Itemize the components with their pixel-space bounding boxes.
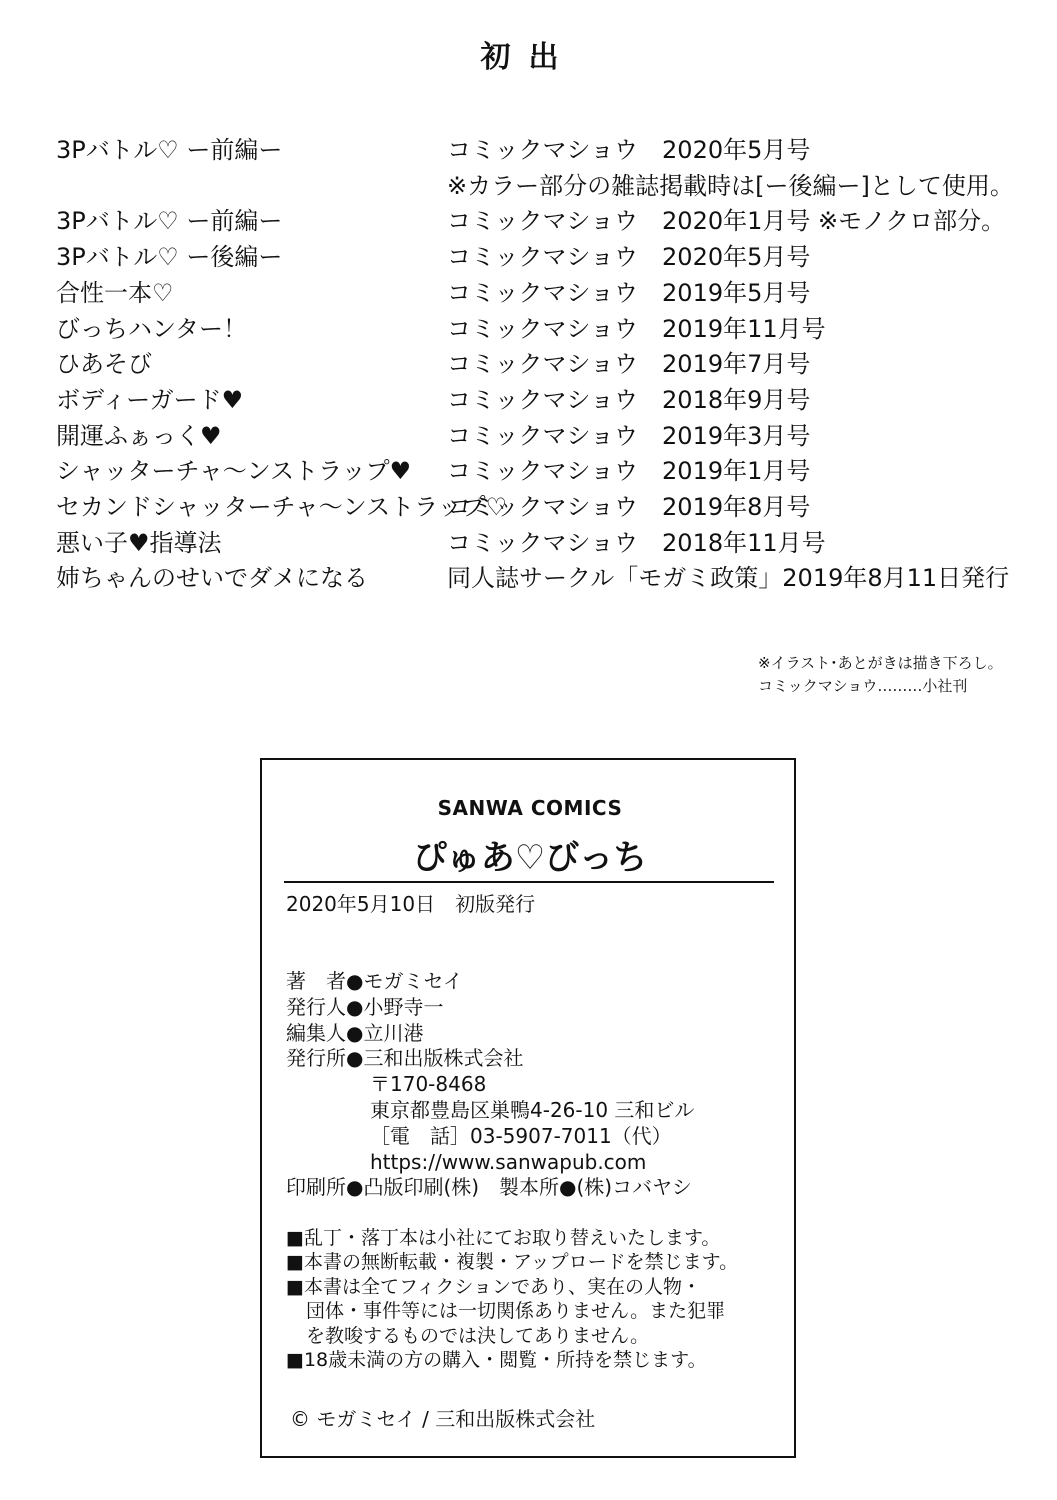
source-row <box>0 168 1057 204</box>
source-row <box>0 311 1057 347</box>
credit-line: https://www.sanwapub.com <box>370 1149 647 1174</box>
credit-line: 編集人●立川港 <box>286 1020 424 1045</box>
publication-info: コミックマショウ 2020年1月号 ※モノクロ部分。 <box>447 207 1006 236</box>
work-title: 悪い子♥指導法 <box>56 528 222 557</box>
notice-line: を教唆するものでは決してありません。 <box>306 1324 650 1347</box>
notice-line: ■乱丁・落丁本は小社にてお取り替えいたします。 <box>286 1227 721 1249</box>
notes <box>758 652 1003 698</box>
source-row <box>0 203 1057 239</box>
book-title: ぴゅあ♡びっち <box>412 838 648 878</box>
notice-line: ■18歳未満の方の購入・閲覧・所持を禁じます。 <box>286 1349 707 1371</box>
publication-info: コミックマショウ 2019年3月号 <box>447 421 811 450</box>
work-title: シャッターチャ〜ンストラップ♥ <box>56 457 412 486</box>
publication-info: コミックマショウ 2019年8月号 <box>447 493 811 521</box>
work-title: ひあそび <box>56 350 152 379</box>
work-title: 合性一本♡ <box>56 278 174 307</box>
work-title: 3Pバトル♡ ー後編ー <box>56 243 283 272</box>
work-title: 3Pバトル♡ ー前編ー <box>56 136 283 164</box>
work-title: 姉ちゃんのせいでダメになる <box>56 564 368 593</box>
publication-info: ※カラー部分の雑誌掲載時は[ー後編ー]として使用。 <box>447 171 1014 200</box>
publication-info: コミックマショウ 2019年11月号 <box>447 314 826 343</box>
notice-line: 団体・事件等には一切関係ありません。また犯罪 <box>306 1300 726 1323</box>
source-row <box>0 418 1057 454</box>
publication-info: コミックマショウ 2020年5月号 <box>447 243 811 272</box>
credit-line: 発行所●三和出版株式会社 <box>286 1046 524 1071</box>
edition-date: 2020年5月10日 初版発行 <box>286 892 536 916</box>
source-row <box>0 560 1057 596</box>
publication-info: 同人誌サークル「モガミ政策」2019年8月11日発行 <box>447 564 1010 593</box>
publication-info: コミックマショウ 2018年11月号 <box>447 528 826 557</box>
colophon-box <box>260 758 796 1458</box>
notice-line: ■本書は全てフィクションであり、実在の人物・ <box>286 1275 702 1298</box>
source-row <box>0 382 1057 418</box>
publication-info: コミックマショウ 2018年9月号 <box>447 385 811 414</box>
copyright-line: © モガミセイ / 三和出版株式会社 <box>290 1407 596 1431</box>
publication-info: コミックマショウ 2019年5月号 <box>447 278 811 307</box>
work-title: 3Pバトル♡ ー前編ー <box>56 207 283 236</box>
credit-line: 著 者●モガミセイ <box>286 969 463 993</box>
work-title: セカンドシャッターチャ〜ンストラップ♡ <box>56 493 508 521</box>
credit-line: 発行人●小野寺一 <box>286 994 444 1019</box>
source-row <box>0 239 1057 275</box>
credit-line: 印刷所●凸版印刷(株) 製本所●(株)コバヤシ <box>286 1175 692 1200</box>
source-row <box>0 489 1057 525</box>
credit-line: 〒170-8468 <box>370 1072 487 1097</box>
publication-info: コミックマショウ 2020年5月号 <box>447 136 811 164</box>
publication-info: コミックマショウ 2019年7月号 <box>447 350 811 379</box>
title-divider <box>284 881 774 883</box>
credit-line: 東京都豊島区巣鴨4-26-10 三和ビル <box>370 1098 695 1122</box>
imprint-label: SANWA COMICS <box>437 796 623 820</box>
work-title: ボディーガード♥ <box>56 385 244 414</box>
source-row <box>0 525 1057 561</box>
source-row <box>0 453 1057 489</box>
source-row <box>0 275 1057 311</box>
note-line: コミックマショウ………小社刊 <box>758 677 968 695</box>
notice-line: ■本書の無断転載・複製・アップロードを禁じます。 <box>286 1251 739 1274</box>
note-line: ※イラスト･あとがきは描き下ろし。 <box>758 654 1003 672</box>
work-title: 開運ふぁっく♥ <box>56 421 222 450</box>
publication-info: コミックマショウ 2019年1月号 <box>447 457 811 486</box>
credit-line: ［電 話］03-5907-7011（代） <box>370 1123 672 1148</box>
page-title: 初出 <box>480 40 577 75</box>
source-row <box>0 132 1057 168</box>
source-row <box>0 346 1057 382</box>
work-title: びっちハンター！ <box>56 314 248 343</box>
